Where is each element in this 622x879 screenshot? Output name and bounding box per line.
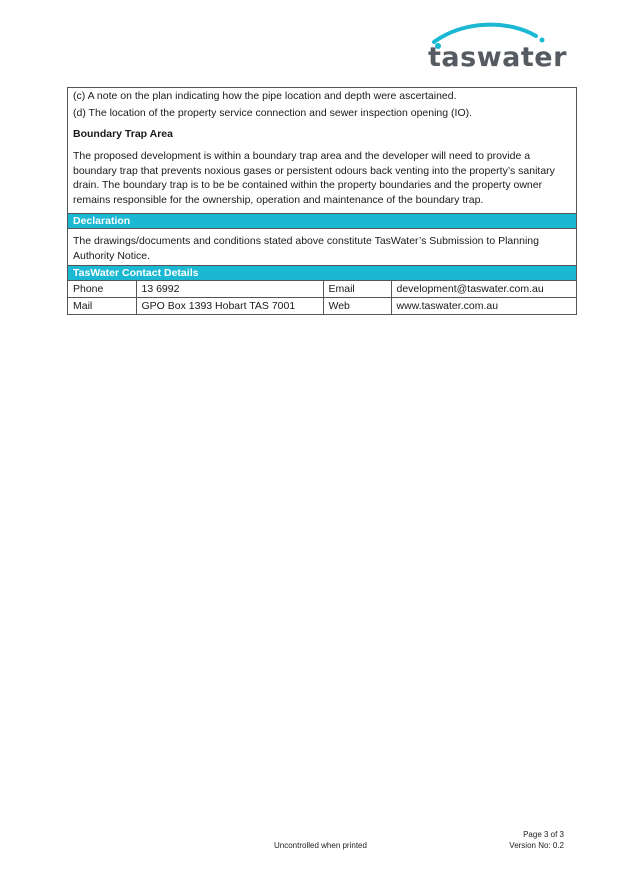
item-c: (c) A note on the plan indicating how the pipe location and depth were ascertained. — [73, 90, 457, 102]
contact-label-email: Email — [323, 281, 391, 298]
declaration-heading: Declaration — [68, 213, 576, 229]
footer-page-number: Page 3 of 3 — [523, 830, 564, 839]
contact-label-phone: Phone — [68, 281, 136, 298]
contacts-heading: TasWater Contact Details — [68, 265, 576, 280]
table-row — [68, 281, 576, 298]
declaration-line: Authority Notice. — [73, 249, 151, 262]
contact-web-link[interactable]: www.taswater.com.au — [391, 298, 576, 315]
plan-requirements — [68, 88, 576, 207]
boundary-line: The proposed development is within a boundary trap area and the developer will need to provide a — [73, 150, 531, 162]
contact-label-web: Web — [323, 298, 391, 315]
declaration-line: The drawings/documents and conditions stated above constitute TasWater’s Submission to Planning — [73, 235, 539, 247]
boundary-line: drain. The boundary trap is to be be contained within the property boundaries and the property owner — [73, 179, 543, 191]
contact-mail: GPO Box 1393 Hobart TAS 7001 — [136, 298, 323, 315]
item-d: (d) The location of the property service connection and sewer inspection opening (IO). — [73, 107, 473, 119]
taswater-logo — [424, 22, 567, 78]
footer-uncontrolled: Uncontrolled when printed — [274, 841, 367, 850]
footer-version: Version No: 0.2 — [509, 841, 564, 850]
contact-label-mail: Mail — [68, 298, 136, 315]
logo-wordmark: taswater — [428, 42, 567, 73]
submission-box — [67, 87, 577, 315]
boundary-line: remains responsible for the ownership, operation and maintenance of the boundary trap. — [73, 193, 484, 206]
contact-email-link[interactable]: development@taswater.com.au — [391, 281, 576, 298]
contacts-table — [68, 280, 576, 314]
contact-phone: 13 6992 — [136, 281, 323, 298]
boundary-paragraph — [73, 149, 571, 207]
boundary-line: boundary trap that prevents noxious gases or persistent odours back venting into the property’s sanitary — [73, 164, 555, 177]
declaration-text — [68, 229, 576, 265]
table-row — [68, 298, 576, 315]
boundary-heading: Boundary Trap Area — [73, 128, 173, 140]
